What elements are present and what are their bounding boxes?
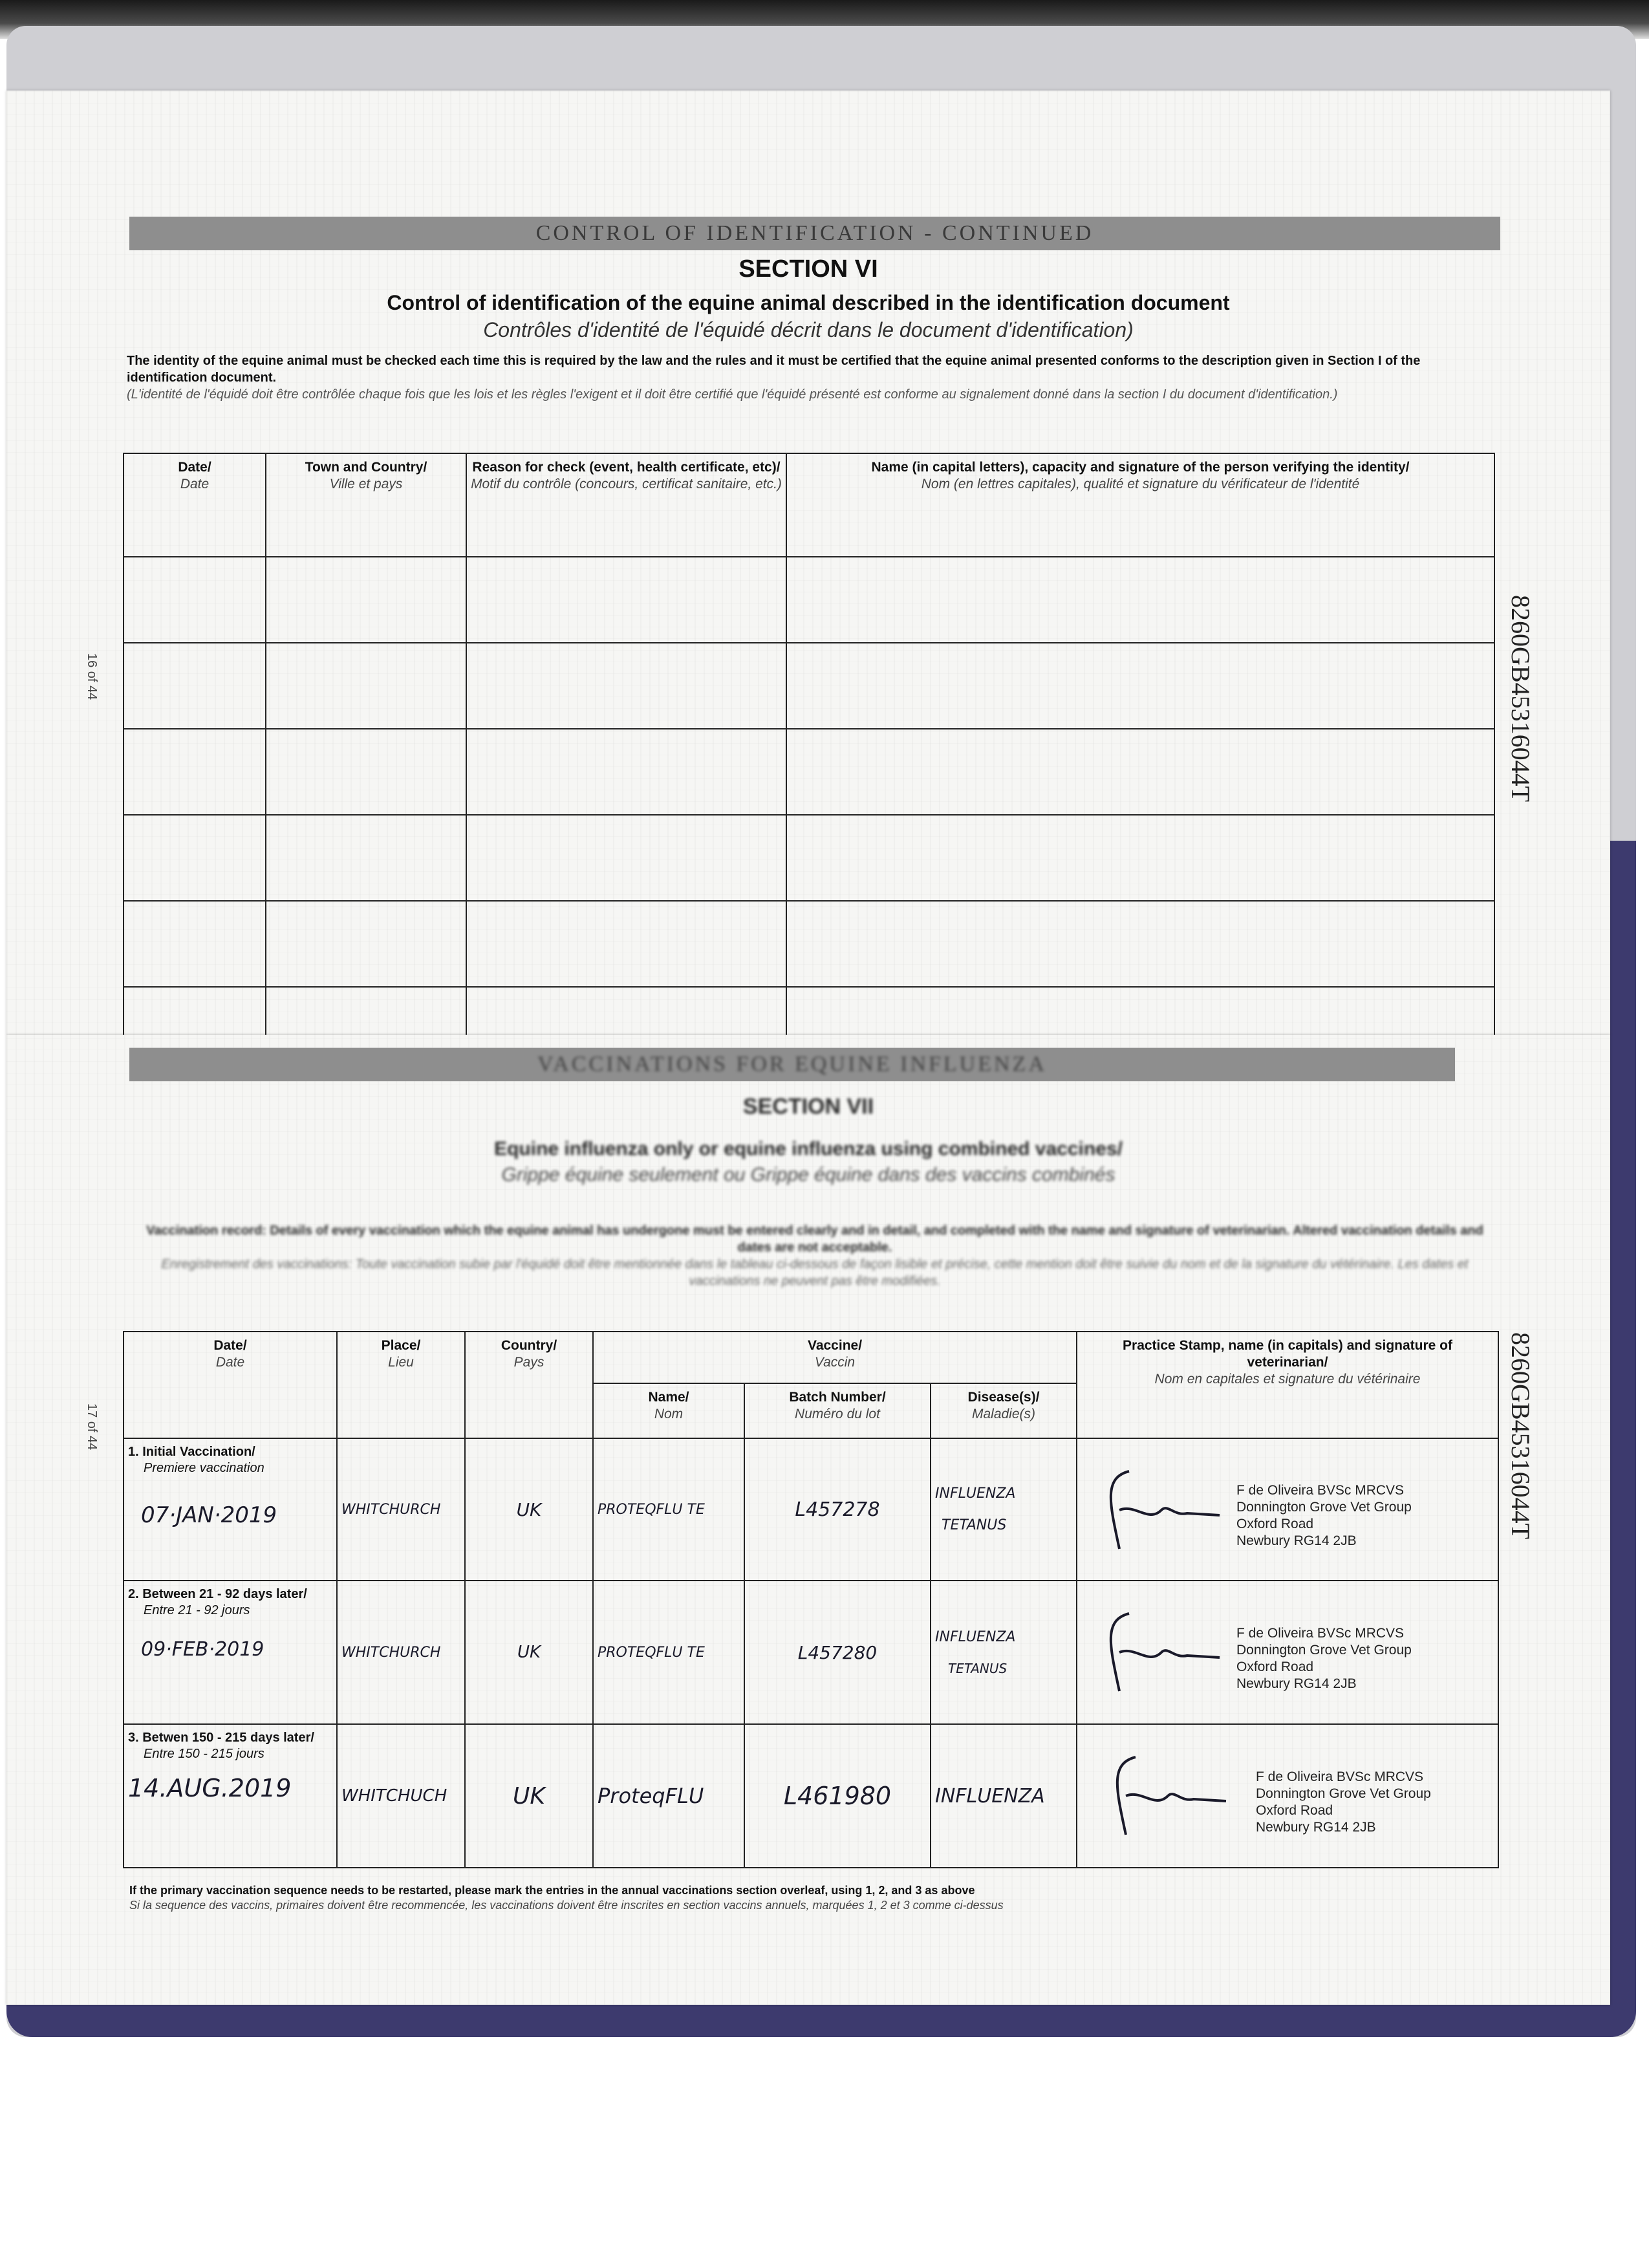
stamp-line: Oxford Road xyxy=(1236,1659,1314,1674)
batch-cell[interactable] xyxy=(744,1438,931,1581)
col-place: Place/ Lieu xyxy=(337,1332,465,1438)
vaccination-table xyxy=(123,1331,1499,1868)
page-number: 17 of 44 xyxy=(85,1403,99,1451)
empty-cell[interactable] xyxy=(786,815,1494,901)
empty-cell[interactable] xyxy=(266,815,466,901)
section-band xyxy=(129,1048,1455,1081)
vaccination-row xyxy=(124,1724,1498,1868)
place-cell[interactable] xyxy=(337,1581,465,1724)
band-title: CONTROL OF IDENTIFICATION - CONTINUED xyxy=(535,221,1094,245)
empty-cell[interactable] xyxy=(124,815,266,901)
empty-cell[interactable] xyxy=(124,729,266,815)
empty-cell[interactable] xyxy=(786,557,1494,643)
empty-cell[interactable] xyxy=(786,729,1494,815)
page-number: 16 of 44 xyxy=(85,653,99,700)
stamp-line: Oxford Road xyxy=(1236,1517,1314,1531)
vaccine-name-cell[interactable] xyxy=(593,1724,744,1868)
vaccine-name-value: PROTEQFLU TE xyxy=(598,1644,705,1661)
vaccination-date: 07·JAN·2019 xyxy=(141,1502,277,1528)
stamp-line: Donnington Grove Vet Group xyxy=(1256,1786,1431,1801)
empty-cell[interactable] xyxy=(266,643,466,729)
stamp-line: Donnington Grove Vet Group xyxy=(1236,1500,1412,1515)
practice-stamp xyxy=(1236,1625,1494,1692)
vaccination-date: 14.AUG.2019 xyxy=(128,1774,292,1802)
col-date: Date/ Date xyxy=(124,453,266,557)
section-title: SECTION VII xyxy=(742,1094,874,1119)
country-value: UK xyxy=(517,1643,541,1662)
notice-en: The identity of the equine animal must be checked each time this is required by the law and the rules and it must be certified that the equine animal presented conforms to the description given in Section I of the identification document. xyxy=(127,354,1421,385)
stamp-line: Oxford Road xyxy=(1256,1803,1333,1818)
empty-cell[interactable] xyxy=(266,729,466,815)
col-name: Name (in capital letters), capacity and signature of the person verifying the identity/ Nom (en lettres capitales), qualité et signature du vérificateur de l'identité xyxy=(786,453,1494,557)
col-batch: Batch Number/ Numéro du lot xyxy=(744,1383,931,1438)
place-value: WHITCHURCH xyxy=(341,1644,441,1661)
place-cell[interactable] xyxy=(337,1438,465,1581)
batch-value: L457278 xyxy=(795,1498,880,1521)
empty-cell[interactable] xyxy=(466,729,786,815)
practice-stamp xyxy=(1236,1482,1494,1550)
date-cell[interactable] xyxy=(124,1438,337,1581)
section-heading-fr: Contrôles d'identité de l'équidé décrit dans le document d'identification) xyxy=(483,318,1134,341)
page-16 xyxy=(6,91,1610,1035)
country-cell[interactable] xyxy=(465,1581,593,1724)
stamp-cell[interactable] xyxy=(1077,1581,1498,1724)
vaccination-row xyxy=(124,1581,1498,1724)
empty-cell[interactable] xyxy=(266,557,466,643)
vaccine-name-value: ProteqFLU xyxy=(598,1784,704,1808)
batch-value: L457280 xyxy=(797,1641,878,1663)
table-header-row xyxy=(124,453,1494,557)
stamp-line: F de Oliveira BVSc MRCVS xyxy=(1236,1483,1405,1498)
col-town: Town and Country/ Ville et pays xyxy=(266,453,466,557)
col-reason: Reason for check (event, health certificate, etc)/ Motif du contrôle (concours, certificat sanitaire, etc.) xyxy=(466,453,786,557)
disease-cell[interactable] xyxy=(931,1438,1077,1581)
footnote-en: If the primary vaccination sequence needs to be restarted, please mark the entries in the annual vaccinations section overleaf, using 1, 2, and 3 as above xyxy=(129,1884,975,1897)
disease-cell[interactable] xyxy=(931,1581,1077,1724)
disease-value: INFLUENZA xyxy=(935,1485,1016,1502)
passport-number: 8260GB45316044T xyxy=(1506,1332,1535,1539)
col-stamp: Practice Stamp, name (in capitals) and signature of veterinarian/ Nom en capitales et signature du vétérinaire xyxy=(1077,1332,1498,1438)
footnote-fr: Si la sequence des vaccins, primaires doivent être recommencée, les vaccinations doivent être inscrites en section vaccins annuels, marquées 1, 2 et 3 comme ci-dessus xyxy=(129,1899,1004,1912)
stamp-line: F de Oliveira BVSc MRCVS xyxy=(1236,1626,1405,1641)
row-label: 2. Between 21 - 92 days later/ Entre 21 - 92 jours xyxy=(128,1587,307,1617)
country-value: UK xyxy=(516,1498,542,1520)
notice-fr: Enregistrement des vaccinations: Toute vaccination subie par l'équidé doit être mentionnée dans le tableau ci-dessous de façon lisible et précise, cette mention doit être suivie du nom et de la signature du vétérinaire. Les dates et vaccinations ne peuvent pas être modifiées. xyxy=(161,1257,1469,1288)
empty-cell[interactable] xyxy=(124,557,266,643)
table-header-row xyxy=(124,1332,1498,1383)
date-cell[interactable] xyxy=(124,1581,337,1724)
empty-cell[interactable] xyxy=(786,643,1494,729)
col-date: Date/ Date xyxy=(124,1332,337,1438)
vaccine-name-cell[interactable] xyxy=(593,1581,744,1724)
place-value: WHITCHURCH xyxy=(341,1501,441,1518)
date-cell[interactable] xyxy=(124,1724,337,1868)
vaccination-date: 09·FEB·2019 xyxy=(141,1638,264,1661)
vaccination-row xyxy=(124,1438,1498,1581)
vet-signature-icon xyxy=(1090,1465,1226,1562)
table-row xyxy=(124,901,1494,987)
empty-cell[interactable] xyxy=(466,557,786,643)
place-value: WHITCHUCH xyxy=(341,1786,447,1806)
country-value: UK xyxy=(513,1782,545,1809)
batch-cell[interactable] xyxy=(744,1724,931,1868)
section-heading-fr: Grippe équine seulement ou Grippe équine dans des vaccins combinés xyxy=(501,1164,1116,1185)
stamp-line: Newbury RG14 2JB xyxy=(1236,1676,1357,1691)
stamp-line: F de Oliveira BVSc MRCVS xyxy=(1256,1769,1424,1784)
notice xyxy=(136,1222,1494,1290)
notice-en: Vaccination record: Details of every vaccination which the equine animal has undergone must be entered clearly and in detail, and completed with the name and signature of veterinarian. Altered vaccination details and dates are not acceptable. xyxy=(146,1224,1483,1255)
batch-cell[interactable] xyxy=(744,1581,931,1724)
vet-signature-icon xyxy=(1090,1607,1226,1704)
table-row xyxy=(124,815,1494,901)
disease-value-2: TETANUS xyxy=(948,1660,1008,1676)
table-row xyxy=(124,557,1494,643)
vaccine-name-cell[interactable] xyxy=(593,1438,744,1581)
empty-cell[interactable] xyxy=(466,643,786,729)
row-label: 1. Initial Vaccination/ Premiere vaccination xyxy=(128,1445,264,1475)
place-cell[interactable] xyxy=(337,1724,465,1868)
col-vaccine: Vaccine/ Vaccin xyxy=(593,1332,1077,1383)
section-heading: Equine influenza only or equine influenza using combined vaccines/ xyxy=(494,1138,1123,1160)
stamp-cell[interactable] xyxy=(1077,1724,1498,1868)
empty-cell[interactable] xyxy=(266,901,466,987)
empty-cell[interactable] xyxy=(786,901,1494,987)
disease-value: INFLUENZA xyxy=(935,1784,1045,1808)
stamp-cell[interactable] xyxy=(1077,1438,1498,1581)
notice-fr: (L'identité de l'équidé doit être contrôlée chaque fois que les lois et les règles l'exigent et il doit être certifié que l'équidé présenté est conforme au signalement donné dans la section I du document d'identification.) xyxy=(127,387,1338,402)
table-row xyxy=(124,643,1494,729)
empty-cell[interactable] xyxy=(466,901,786,987)
disease-cell[interactable] xyxy=(931,1724,1077,1868)
disease-value-2: TETANUS xyxy=(942,1517,1007,1533)
stamp-line: Newbury RG14 2JB xyxy=(1236,1533,1357,1548)
stamp-line: Newbury RG14 2JB xyxy=(1256,1820,1376,1835)
identity-check-table xyxy=(123,453,1495,1052)
vaccine-name-value: PROTEQFLU TE xyxy=(598,1501,705,1518)
practice-stamp xyxy=(1256,1769,1494,1836)
country-cell[interactable] xyxy=(465,1438,593,1581)
section-heading: Control of identification of the equine animal described in the identification document xyxy=(387,291,1230,314)
batch-value: L461980 xyxy=(783,1782,892,1810)
page-17 xyxy=(6,1035,1610,2005)
col-country: Country/ Pays xyxy=(465,1332,593,1438)
section-title: SECTION VI xyxy=(738,255,878,283)
vet-signature-icon xyxy=(1097,1751,1233,1848)
col-vaccine-name: Name/ Nom xyxy=(593,1383,744,1438)
table-row xyxy=(124,729,1494,815)
col-disease: Disease(s)/ Maladie(s) xyxy=(931,1383,1077,1438)
section-band xyxy=(129,217,1500,250)
empty-cell[interactable] xyxy=(124,643,266,729)
stamp-line: Donnington Grove Vet Group xyxy=(1236,1643,1412,1658)
empty-cell[interactable] xyxy=(466,815,786,901)
notice xyxy=(127,352,1485,403)
band-title: VACCINATIONS FOR EQUINE INFLUENZA xyxy=(537,1052,1047,1076)
country-cell[interactable] xyxy=(465,1724,593,1868)
passport-number: 8260GB45316044T xyxy=(1506,595,1535,802)
footnote xyxy=(129,1883,1487,1913)
empty-cell[interactable] xyxy=(124,901,266,987)
row-label: 3. Betwen 150 - 215 days later/ Entre 150 - 215 jours xyxy=(128,1731,314,1761)
disease-value: INFLUENZA xyxy=(935,1628,1016,1645)
